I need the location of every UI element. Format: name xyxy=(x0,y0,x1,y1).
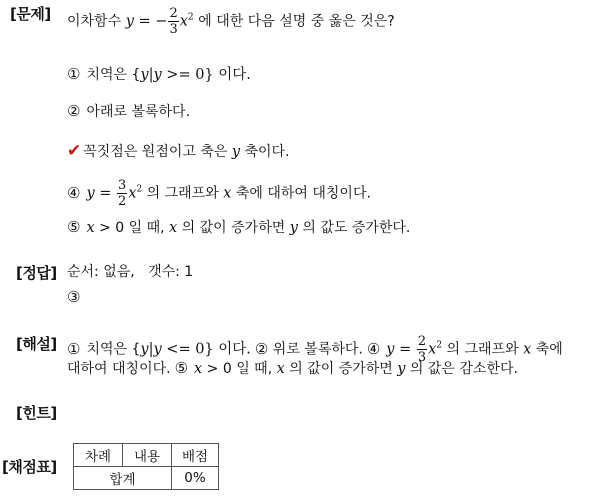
header-points: 배점 xyxy=(172,444,219,467)
answer-label: [정답] xyxy=(16,264,57,282)
option-5[interactable]: ⑤ x > 0 일 때, x 의 값이 증가하면 y 의 값도 증가한다. xyxy=(67,218,411,236)
header-content: 내용 xyxy=(123,444,172,467)
answer-value: ③ xyxy=(67,288,81,306)
total-value: 0% xyxy=(172,467,219,490)
scoring-total-row xyxy=(74,467,219,490)
question-text: 이차함수 y = − $\frac{2}{3}$ $x^2$ 에 대한 다음 설명 중 옳은 것은? xyxy=(67,6,395,37)
scoring-label: [채점표] xyxy=(2,458,57,476)
option-1[interactable]: ① 치역은 {y|y >= 0} 이다. xyxy=(67,65,251,83)
explanation-line-1: ① 치역은 {y|y <= 0} 이다. ② 위로 볼록하다. ④ y = $\frac{2}{3}$ $x^2$ 의 그래프와 x 축에 xyxy=(67,334,563,365)
option-3[interactable]: ✔ 꼭짓점은 원점이고 축은 y 축이다. xyxy=(67,141,290,161)
answer-meta: 순서: 없음, 갯수: 1 xyxy=(67,264,194,280)
explanation-label: [해설] xyxy=(16,335,57,353)
checkmark-icon: ✔ xyxy=(67,141,82,161)
scoring-table xyxy=(73,443,219,490)
problem-label: [문제] xyxy=(10,5,51,23)
scoring-header-row xyxy=(74,444,219,467)
header-order: 차례 xyxy=(74,444,123,467)
explanation-fraction: $\frac{2}{3}$ xyxy=(417,334,427,365)
hint-label: [힌트] xyxy=(16,404,57,422)
explanation-line-2: 대하여 대칭이다. ⑤ x > 0 일 때, x 의 값이 증가하면 y 의 값은 감소한다. xyxy=(67,359,518,377)
option-2[interactable]: ② 아래로 볼록하다. xyxy=(67,102,191,120)
total-label: 합계 xyxy=(74,467,172,490)
option-4[interactable]: ④ y = $\frac{3}{2}$ $x^2$ 의 그래프와 x 축에 대하여 대칭이다. xyxy=(67,178,371,209)
option-4-fraction: $\frac{3}{2}$ xyxy=(118,178,127,209)
question-fraction: $\frac{2}{3}$ xyxy=(169,6,178,37)
